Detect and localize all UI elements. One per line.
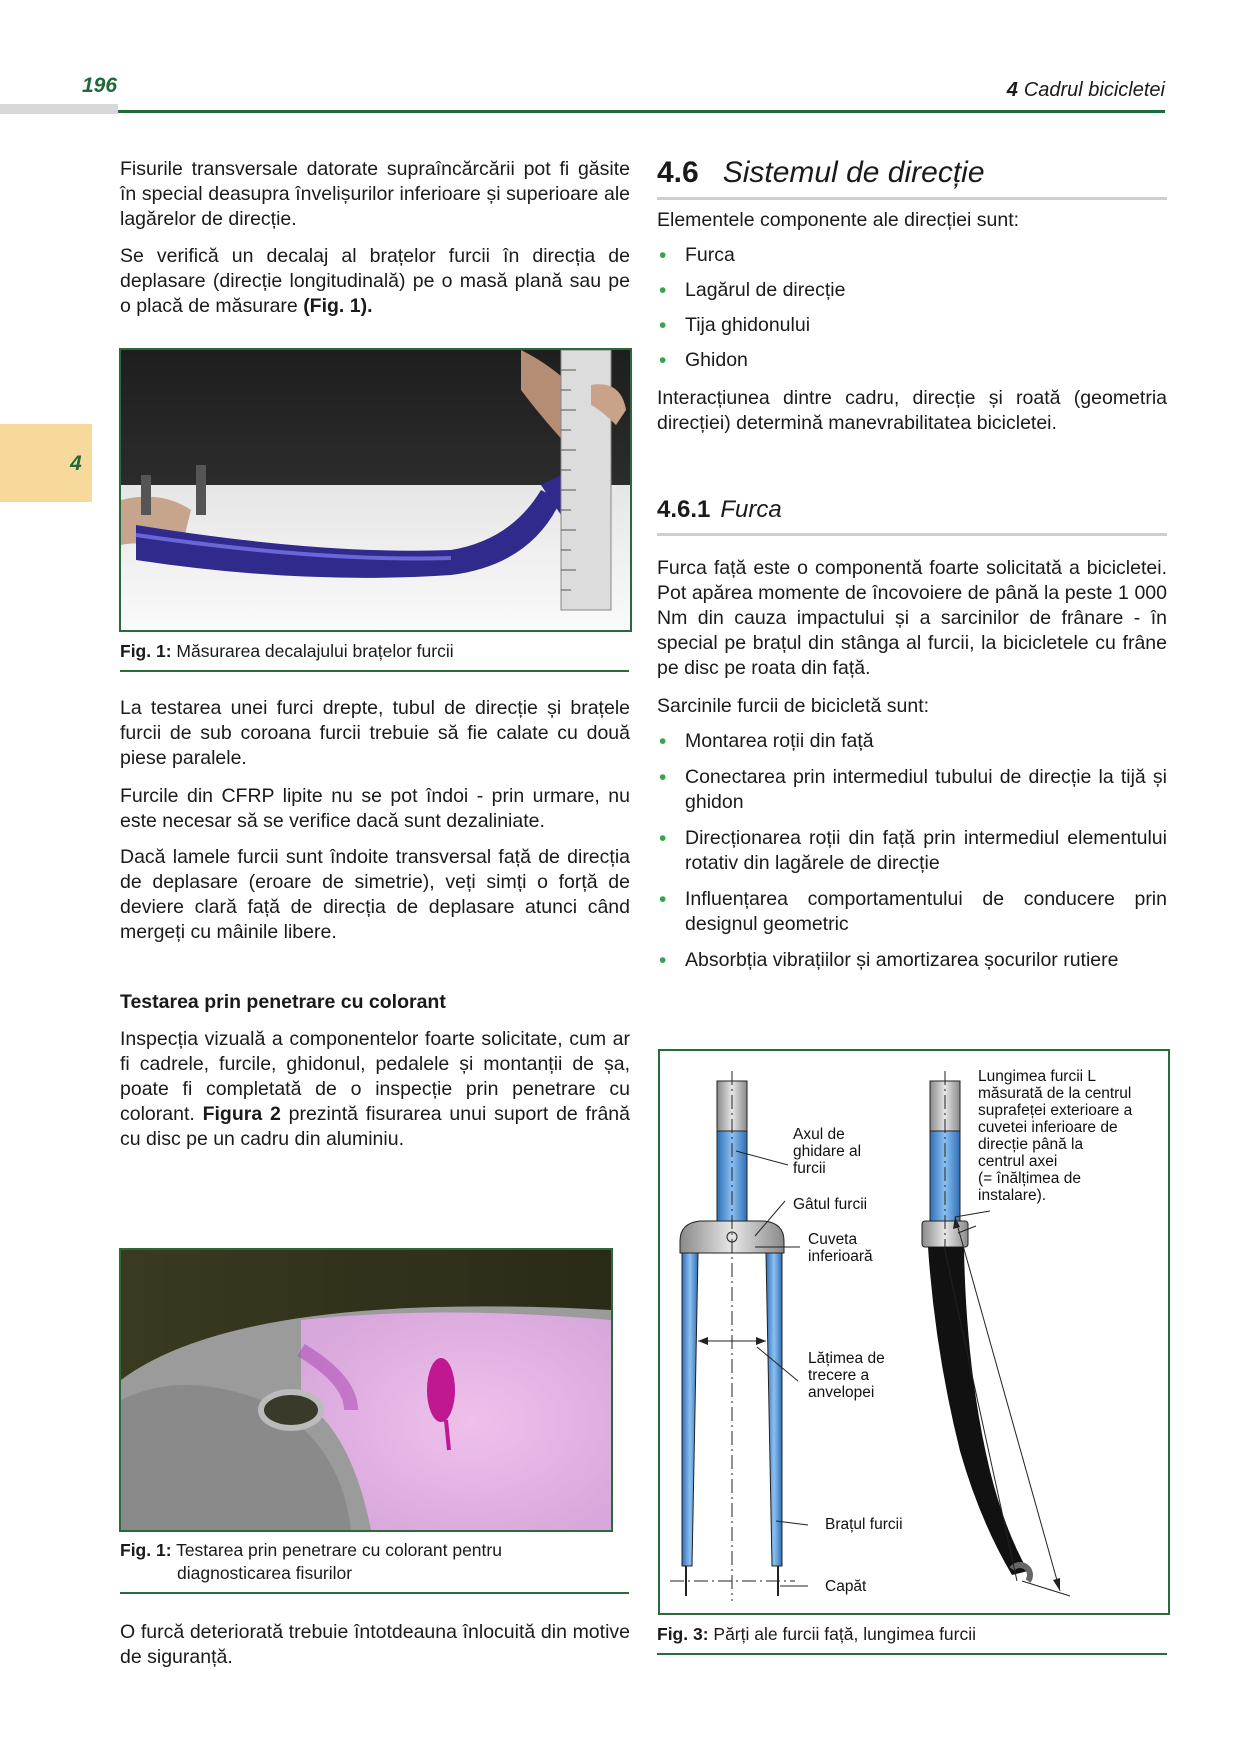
dye-penetrant-photo xyxy=(121,1250,611,1530)
paragraph-straight-fork: La testarea unei furci drepte, tubul de direcție și brațele furcii de sub coroana furcii trebuie să fie calate cu două piese paralele. xyxy=(120,697,630,769)
chapter-number: 4 xyxy=(1006,79,1018,101)
section-rule xyxy=(657,197,1167,200)
fig1-label: Fig. 1: xyxy=(120,641,172,661)
subsection-heading-4-6-1 xyxy=(657,496,1167,524)
label-fork-blade: Brațul furcii xyxy=(825,1516,903,1533)
subsection-rule xyxy=(657,533,1167,536)
fig1-caption-rule xyxy=(120,670,629,672)
paragraph-cracks: Fisurile transversale datorate supraîncărcării pot fi găsite în special deasupra învelișurilor inferioare și superioare ale lagărelor de direcție. xyxy=(120,158,630,230)
fig1-caption xyxy=(120,640,629,663)
label-tire-clearance: Lățimea de trecere a anvelopei xyxy=(808,1350,885,1401)
fig2-caption-line2: diagnosticarea fisurilor xyxy=(177,1563,353,1583)
components-intro: Elementele componente ale direcției sunt: xyxy=(657,209,1020,231)
paragraph-symmetry: Dacă lamele furcii sunt îndoite transversal față de direcția de deplasare (eroare de simetrie), veți simți o forță de deviere clară față de direcția de deplasare atunci când mergeți cu mâinile libere. xyxy=(120,846,630,943)
list-item: • Direcționarea roții din față prin intermediul elementului rotativ din lagărele de direcție xyxy=(657,826,1167,876)
fig3-caption-rule xyxy=(657,1653,1167,1655)
paragraph-offset-text: Se verifică un decalaj al brațelor furcii în direcția de deplasare (direcție longitudinală) pe o masă plană sau pe o placă de măsurare xyxy=(120,245,630,317)
list-item: • Furca xyxy=(657,243,1167,268)
header-rule xyxy=(118,110,1165,113)
section-number: 4.6 xyxy=(657,156,699,189)
label-fork-length: Lungimea furcii L măsurată de la centrul suprafeței exterioare a cuvetei inferioare de direcție până la centrul axei (= înălțimea de instalare). xyxy=(978,1068,1133,1204)
fork-measurement-photo xyxy=(121,350,630,630)
fig3-diagram xyxy=(658,1049,1170,1615)
label-dropout: Capăt xyxy=(825,1578,867,1595)
fig1-photo xyxy=(119,348,632,632)
section-title: Sistemul de direcție xyxy=(722,156,985,189)
subsection-title: Furca xyxy=(720,496,782,523)
paragraph-geometry: Interacțiunea dintre cadru, direcție și roată (geometria direcției) determină manevrabilitatea bicicletei. xyxy=(657,387,1167,434)
fig1-caption-text: Măsurarea decalajului brațelor furcii xyxy=(176,641,454,661)
tasks-list xyxy=(657,729,1167,973)
page-number: 196 xyxy=(82,74,118,97)
list-item: • Ghidon xyxy=(657,348,1167,373)
dye-penetrant-heading: Testarea prin penetrare cu colorant xyxy=(120,991,446,1013)
fig1-reference: (Fig. 1). xyxy=(303,295,373,317)
fig2-reference: Figura 2 xyxy=(202,1103,281,1125)
paragraph-inspection xyxy=(120,1027,630,1152)
tasks-intro: Sarcinile furcii de bicicletă sunt: xyxy=(657,695,930,717)
paragraph-offset xyxy=(120,244,630,319)
label-steering-axis: Axul de ghidare al furcii xyxy=(793,1126,862,1177)
fig2-label: Fig. 1: xyxy=(120,1540,172,1560)
paragraph-inspection-a: Inspecția vizuală a componentelor foarte solicitate, cum ar fi cadrele, furcile, ghidonul, pedalele și montanții de șa, poate fi completată de o inspecție prin penetrare cu colorant. xyxy=(120,1028,630,1125)
chapter-title: Cadrul bicicletei xyxy=(1023,79,1165,101)
fig3-caption xyxy=(657,1623,1167,1646)
subsection-number: 4.6.1 xyxy=(657,496,711,523)
section-heading-4-6 xyxy=(657,156,1167,190)
paragraph-fork: Furca față este o componentă foarte solicitată a bicicletei. Pot apărea momente de încovoiere de până la peste 1 000 Nm din cauza impactului și a sarcinilor de frânare - în special pe brațul din stânga al furcii, la bicicletele cu frâne pe disc pe roata din față. xyxy=(657,557,1167,679)
fig2-photo xyxy=(119,1248,613,1532)
fig2-caption-line1: Testarea prin penetrare cu colorant pentru xyxy=(176,1540,502,1560)
paragraph-inspection-c: prezintă fisurarea unui suport de frână cu disc pe un cadru din aluminiu. xyxy=(120,1103,631,1150)
components-list xyxy=(657,243,1167,373)
list-item: • Influențarea comportamentului de conducere prin designul geometric xyxy=(657,887,1167,937)
list-item: • Tija ghidonului xyxy=(657,313,1167,338)
paragraph-replace: O furcă deteriorată trebuie întotdeauna înlocuită din motive de siguranță. xyxy=(120,1621,630,1668)
side-tab-label: 4 xyxy=(70,452,82,475)
fig2-caption xyxy=(120,1539,629,1585)
paragraph-cfrp: Furcile din CFRP lipite nu se pot îndoi - prin urmare, nu este necesar să se verifice dacă sunt dezaliniate. xyxy=(120,785,630,832)
list-item: • Absorbția vibrațiilor și amortizarea șocurilor rutiere xyxy=(657,948,1167,973)
header-grey-bar xyxy=(0,104,118,114)
fig2-caption-rule xyxy=(120,1592,629,1594)
label-lower-cup: Cuveta inferioară xyxy=(808,1231,873,1265)
fig3-label: Fig. 3: xyxy=(657,1624,709,1644)
fig3-caption-text: Părți ale furcii față, lungimea furcii xyxy=(713,1624,977,1644)
list-item: • Montarea roții din față xyxy=(657,729,1167,754)
chapter-header xyxy=(1007,79,1165,102)
list-item: • Lagărul de direcție xyxy=(657,278,1167,303)
list-item: • Conectarea prin intermediul tubului de direcție la tijă și ghidon xyxy=(657,765,1167,815)
label-fork-neck: Gâtul furcii xyxy=(793,1196,868,1213)
chapter-side-tab xyxy=(0,424,92,502)
